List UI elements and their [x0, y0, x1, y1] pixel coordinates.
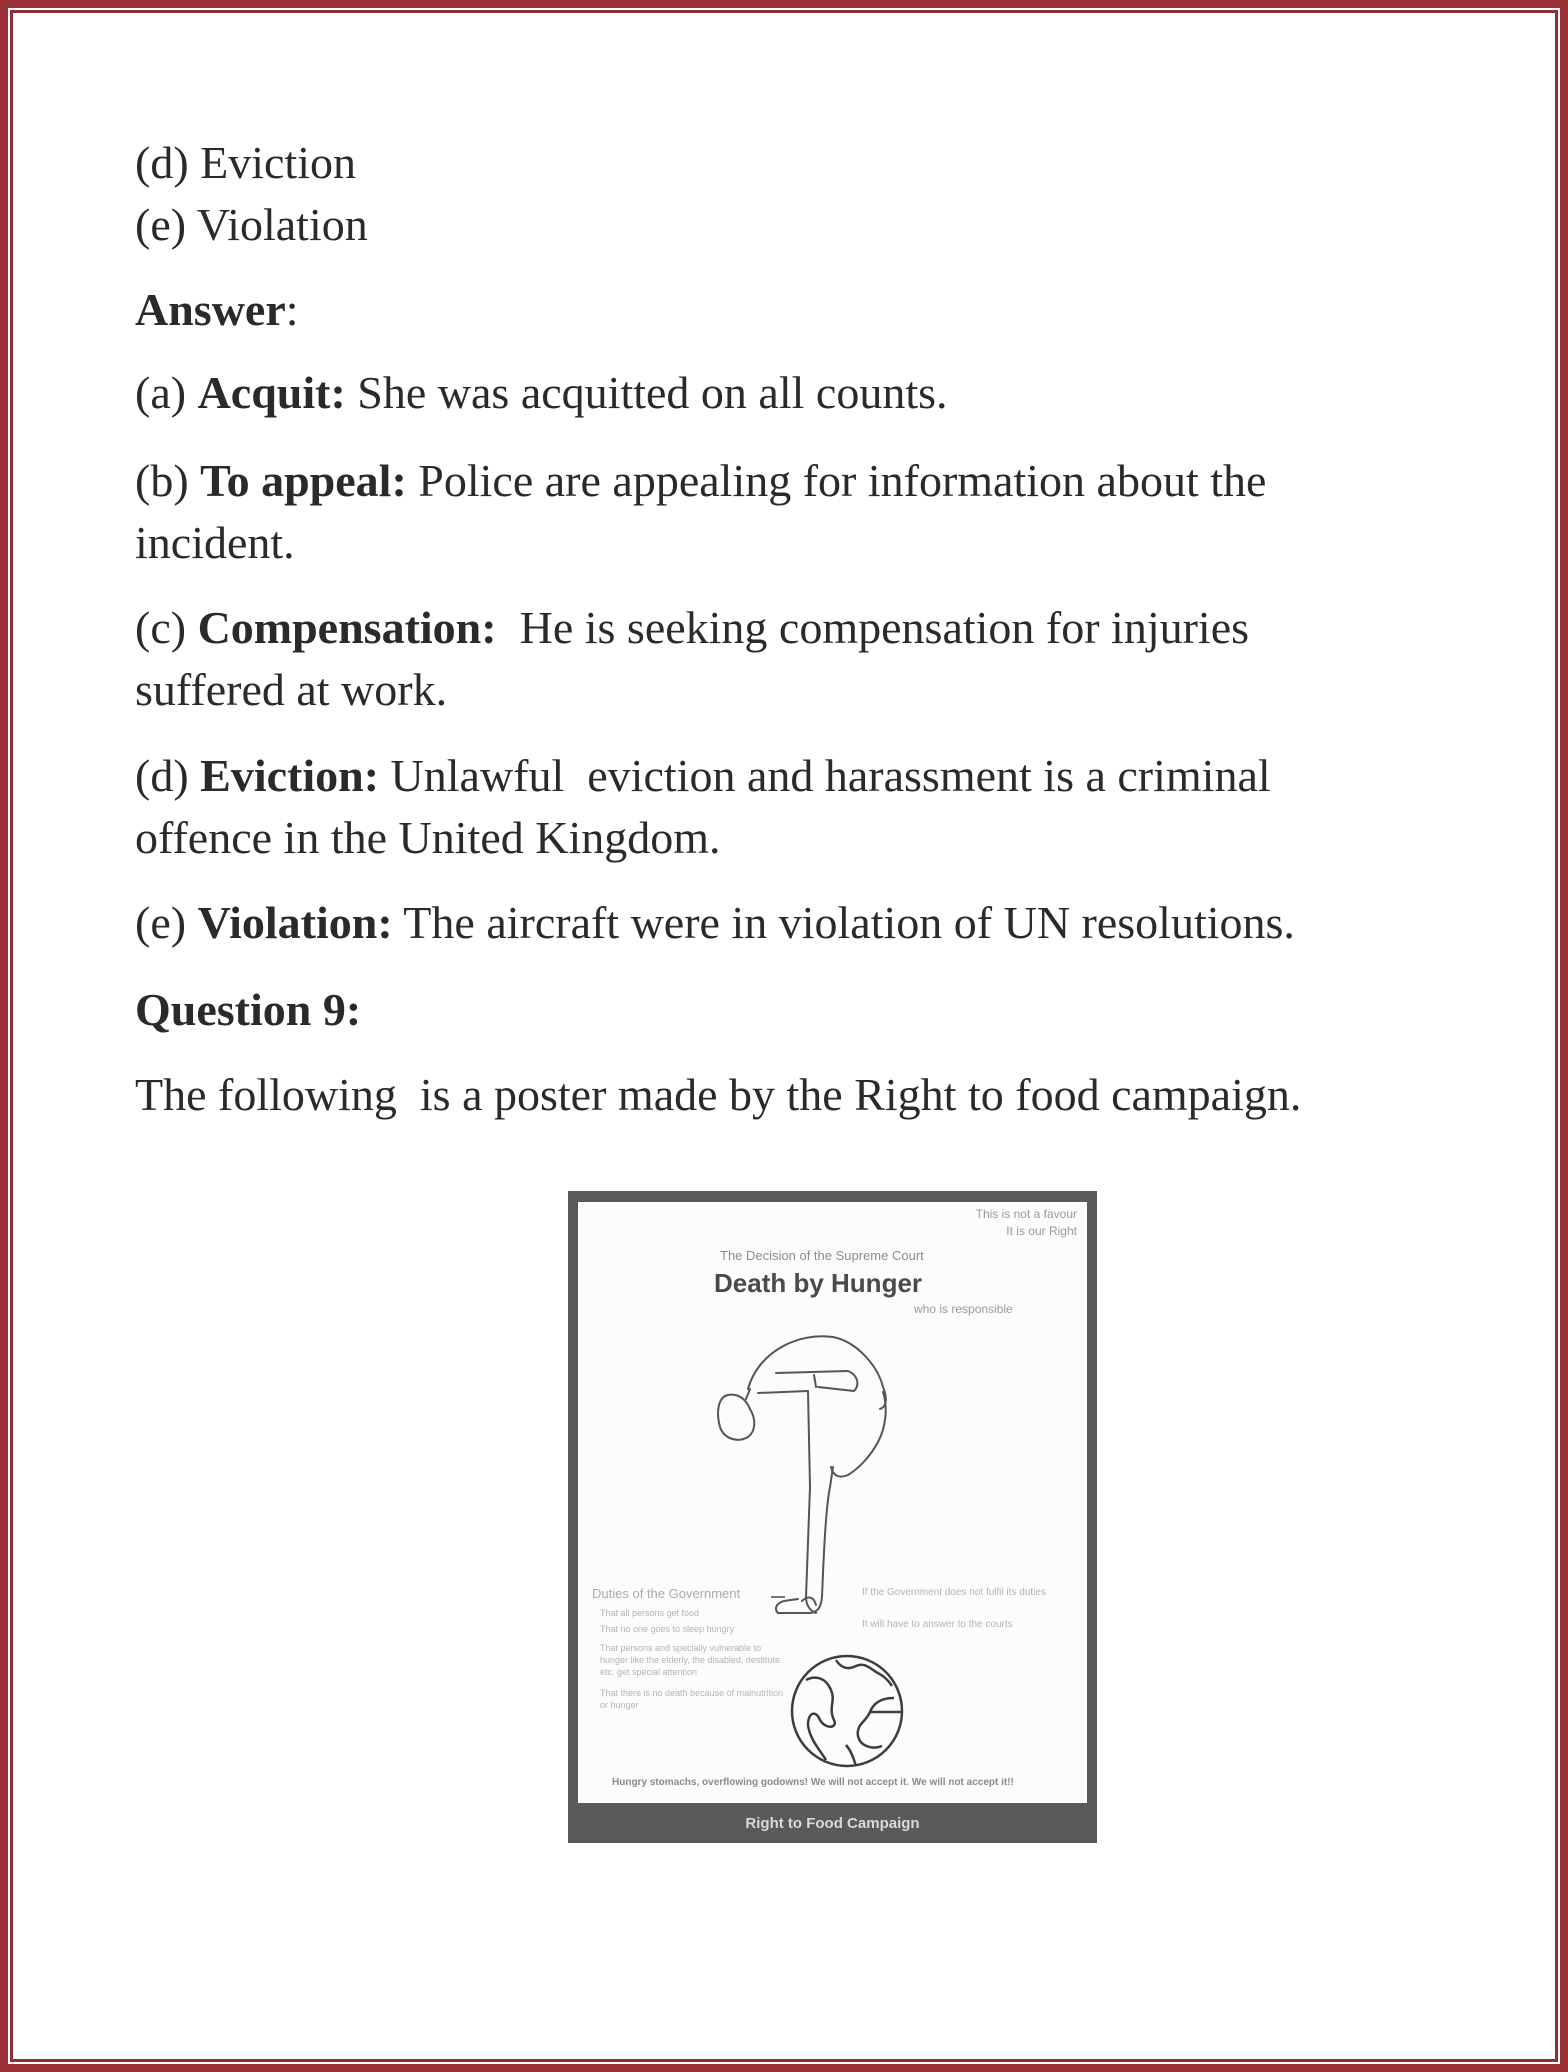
poster-duty-4: That there is no death because of malnutrition or hunger	[600, 1688, 784, 1710]
poster-footer	[568, 1803, 1097, 1843]
answer-c-text: He is seeking compensation for injuries	[496, 602, 1250, 653]
poster-duty-3: That persons and specially vulnerable to hunger like the elderly, the disabled, destitute etc. get special attention	[600, 1643, 780, 1677]
answer-c	[135, 602, 1250, 653]
poster-question: who is responsible	[914, 1302, 1013, 1316]
answer-e	[135, 897, 1295, 948]
answer-c-term: Compensation:	[197, 602, 497, 653]
poster-duty-1: That all persons get food	[600, 1608, 700, 1618]
answer-heading-label: Answer	[135, 284, 286, 335]
answer-a-text: She was acquitted on all counts.	[345, 367, 948, 418]
globe-illustration	[786, 1650, 908, 1772]
poster-tagline-2: It is our Right	[1006, 1224, 1077, 1238]
poster-content	[578, 1202, 1087, 1803]
answer-heading-colon: :	[285, 284, 299, 335]
answer-d	[135, 750, 1271, 801]
answer-a-prefix: (a)	[135, 367, 198, 418]
list-item-eviction: (d) Eviction	[135, 137, 356, 188]
poster-footer-label: Right to Food Campaign	[745, 1814, 920, 1832]
answer-b-term: To appeal:	[200, 455, 407, 506]
answer-c-prefix: (c)	[135, 602, 198, 653]
answer-d-term: Eviction:	[200, 750, 380, 801]
answer-b-continued: incident.	[135, 517, 295, 568]
answer-b	[135, 455, 1267, 506]
answer-heading	[135, 284, 299, 335]
list-item-violation: (e) Violation	[135, 199, 368, 250]
answer-e-prefix: (e)	[135, 897, 198, 948]
poster-duty-2: That no one goes to sleep hungry	[600, 1624, 735, 1634]
answer-d-text: Unlawful eviction and harassment is a criminal	[379, 750, 1271, 801]
answer-e-term: Violation:	[197, 897, 393, 948]
answer-a	[135, 367, 948, 418]
answer-d-prefix: (d)	[135, 750, 201, 801]
bent-figure-illustration	[698, 1327, 898, 1627]
answer-c-continued: suffered at work.	[135, 664, 448, 715]
question-text: The following is a poster made by the Right to food campaign.	[135, 1069, 1302, 1120]
answer-a-term: Acquit:	[197, 367, 346, 418]
poster-consequence-1: If the Government does not fulfil its duties	[862, 1587, 1046, 1598]
poster-title: Death by Hunger	[714, 1268, 923, 1298]
poster-subtitle: The Decision of the Supreme Court	[720, 1248, 924, 1263]
poster-tagline-1: This is not a favour	[975, 1207, 1077, 1221]
question-heading: Question 9:	[135, 984, 362, 1035]
answer-b-text: Police are appealing for information about the	[406, 455, 1267, 506]
answer-b-prefix: (b)	[135, 455, 201, 506]
poster-dash	[771, 1596, 785, 1598]
poster-slogan: Hungry stomachs, overflowing godowns! We will not accept it. We will not accept it!!	[612, 1777, 1014, 1788]
answer-e-text: The aircraft were in violation of UN resolutions.	[392, 897, 1295, 948]
poster-duties-heading: Duties of the Government	[592, 1586, 741, 1601]
poster-consequence-2: It will have to answer to the courts	[862, 1619, 1013, 1630]
answer-d-continued: offence in the United Kingdom.	[135, 812, 721, 863]
poster-image	[568, 1191, 1097, 1843]
